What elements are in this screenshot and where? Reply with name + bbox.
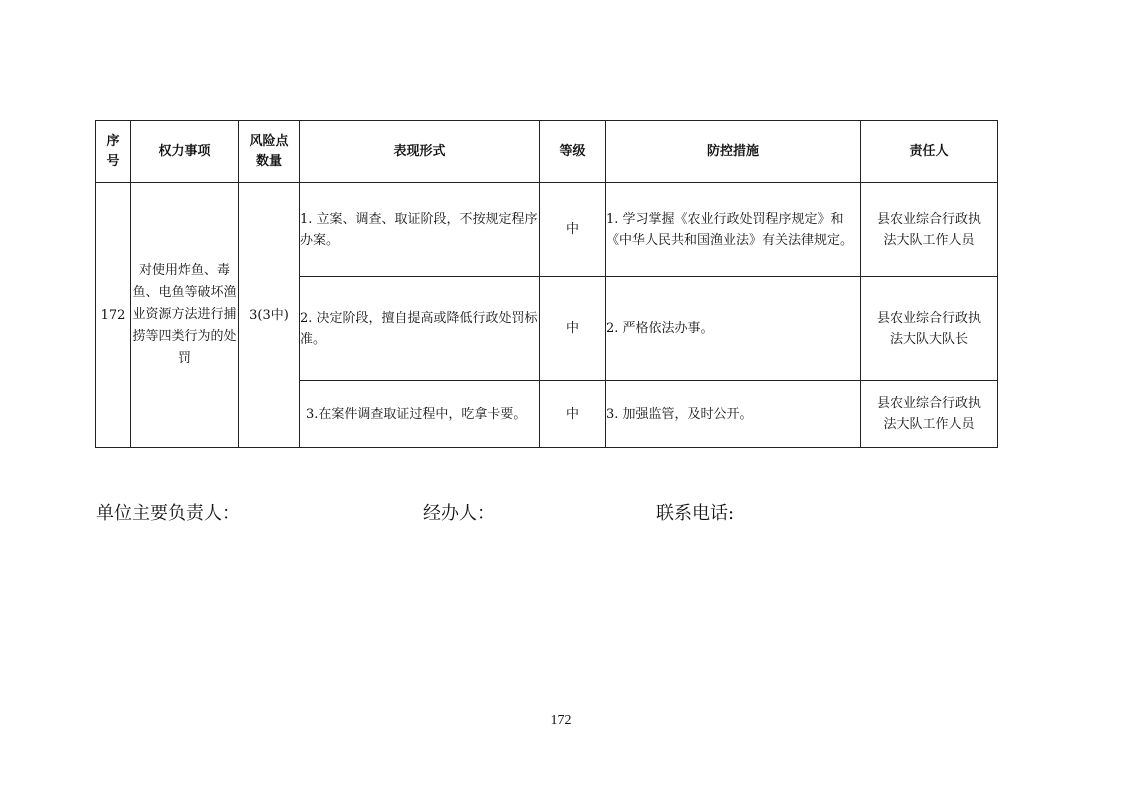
cell-responsible: 县农业综合行政执法大队工作人员 — [861, 381, 998, 448]
cell-form: 3.在案件调查取证过程中，吃拿卡要。 — [300, 381, 540, 448]
handler-label: 经办人： — [423, 503, 495, 524]
cell-level: 中 — [540, 183, 606, 277]
phone-label: 联系电话: — [656, 503, 735, 524]
page-number: 172 — [550, 713, 572, 728]
header-responsible: 责任人 — [861, 121, 998, 183]
cell-seq: 172 — [96, 183, 131, 448]
cell-level: 中 — [540, 277, 606, 381]
cell-risk-count: 3(3中) — [239, 183, 300, 448]
header-seq: 序号 — [96, 121, 131, 183]
header-power-item: 权力事项 — [131, 121, 239, 183]
header-measures: 防控措施 — [606, 121, 861, 183]
table-header-row — [96, 121, 998, 183]
table-row — [96, 183, 998, 277]
cell-power-item: 对使用炸鱼、毒鱼、电鱼等破坏渔业资源方法进行捕捞等四类行为的处罚 — [131, 183, 239, 448]
cell-form: 2. 决定阶段，擅自提高或降低行政处罚标准。 — [300, 277, 540, 381]
cell-responsible: 县农业综合行政执法大队大队长 — [861, 277, 998, 381]
cell-form: 1. 立案、调查、取证阶段，不按规定程序办案。 — [300, 183, 540, 277]
cell-measure: 1. 学习掌握《农业行政处罚程序规定》和《中华人民共和国渔业法》有关法律规定。 — [606, 183, 861, 277]
header-risk-count: 风险点数量 — [239, 121, 300, 183]
risk-control-table — [95, 120, 998, 448]
unit-leader-label: 单位主要负责人： — [96, 503, 240, 524]
header-form: 表现形式 — [300, 121, 540, 183]
cell-level: 中 — [540, 381, 606, 448]
header-level: 等级 — [540, 121, 606, 183]
cell-measure: 3. 加强监管，及时公开。 — [606, 381, 861, 448]
cell-responsible: 县农业综合行政执法大队工作人员 — [861, 183, 998, 277]
cell-measure: 2. 严格依法办事。 — [606, 277, 861, 381]
